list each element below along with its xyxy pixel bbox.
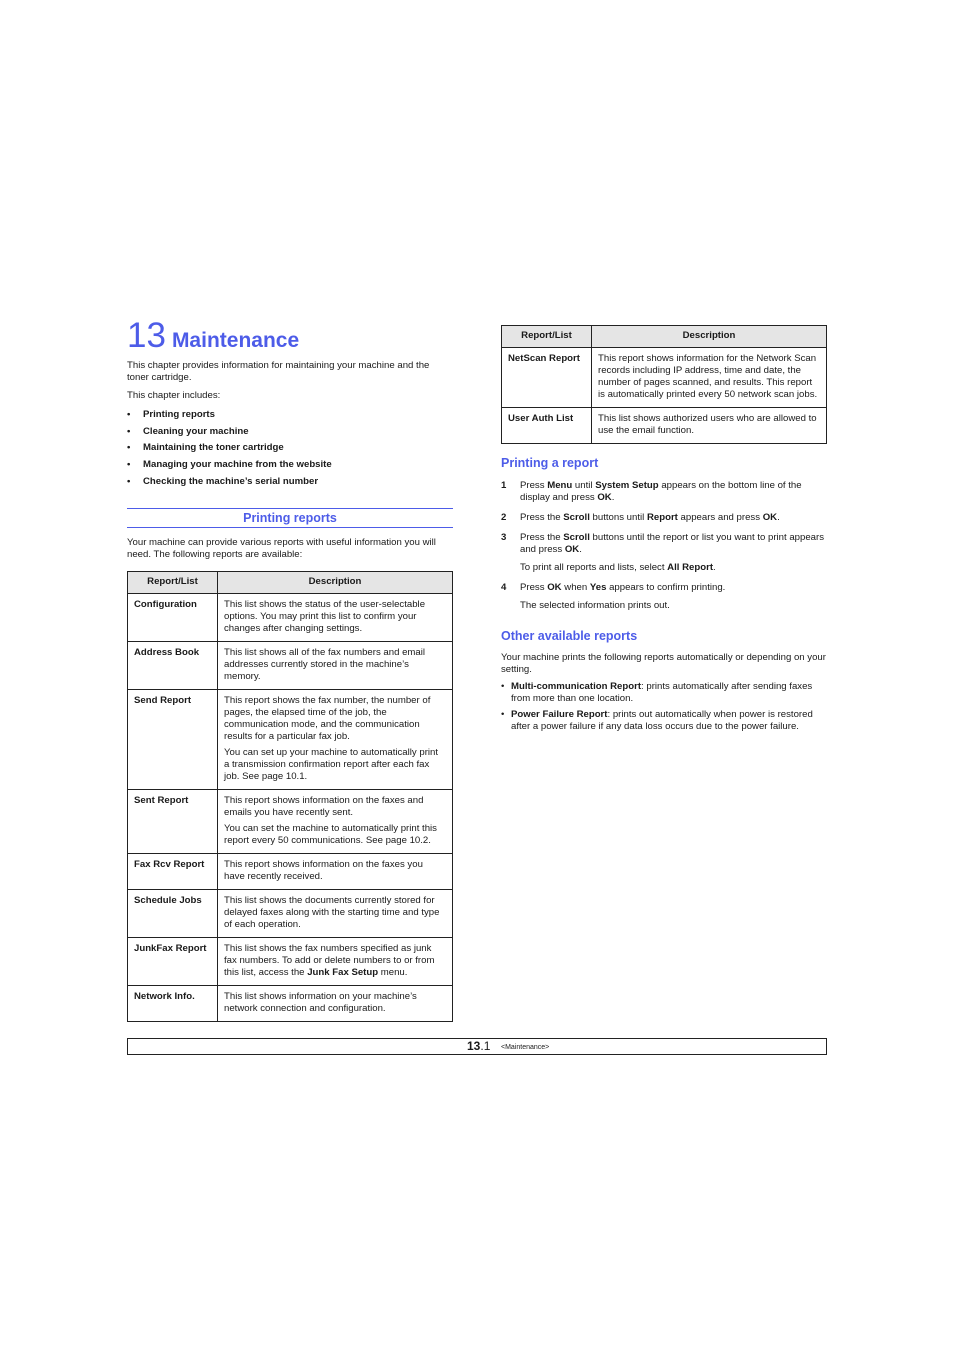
printing-a-report-heading: Printing a report <box>501 456 599 470</box>
report-description <box>592 348 827 408</box>
column-header-description: Description <box>218 572 453 594</box>
report-description <box>218 986 453 1022</box>
report-description <box>218 790 453 854</box>
column-header-report: Report/List <box>128 572 218 594</box>
step-number: 1 <box>501 480 507 491</box>
step-number: 2 <box>501 512 507 523</box>
table-row <box>502 348 827 408</box>
printing-reports-intro: Your machine can provide various reports with useful information you will need. The following reports are available: <box>127 537 436 561</box>
text-part: buttons until the report or list you want to print appears and press <box>520 532 824 555</box>
text-part: appears to confirm printing. <box>606 582 726 593</box>
list-item <box>501 709 827 733</box>
right-column <box>501 325 827 737</box>
description-text: This list shows information on your machine’s network connection and configuration. <box>224 991 417 1015</box>
report-name: Network Info. <box>128 986 218 1022</box>
description-text: You can set up your machine to automatically print a transmission confirmation report after each fax job. See page 10.1. <box>224 747 439 783</box>
chapter-number: 13 <box>127 316 166 355</box>
chapter-contents-list <box>127 407 453 490</box>
text-part: appears and press <box>677 512 763 523</box>
scroll-button-label: Scroll <box>563 512 590 523</box>
yes-option-label: Yes <box>589 582 607 593</box>
text-part: . <box>579 544 582 555</box>
description-text: This list shows all of the fax numbers and email addresses currently stored in the machine’s memory. <box>224 647 426 683</box>
report-description <box>218 890 453 938</box>
step-3 <box>501 532 827 574</box>
step-2 <box>501 512 827 524</box>
report-term-text: : prints out automatically when power is restored after a power failure if any data loss occurs due to the power failure. <box>511 709 813 732</box>
menu-name-junk-fax-setup: Junk Fax Setup <box>307 967 379 979</box>
text-part: . <box>777 512 780 523</box>
chapter-intro: This chapter provides information for maintaining your machine and the toner cartridge. <box>127 360 430 383</box>
description-text <box>224 943 446 979</box>
page-chapter-number: 13 <box>467 1039 481 1053</box>
toc-item: • Checking the machine’s serial number <box>127 474 453 491</box>
column-header-report: Report/List <box>502 326 592 348</box>
description-text-part: This list shows the fax numbers specified as junk fax numbers. To add or delete numbers to or from this list, access the <box>224 943 435 979</box>
step-note: The selected information prints out. <box>520 600 670 611</box>
table-row <box>128 986 453 1022</box>
menu-item-label: Report <box>646 512 678 523</box>
steps-list <box>501 480 827 612</box>
step-number: 4 <box>501 582 507 593</box>
text-part: . <box>611 492 615 503</box>
text-part: when <box>561 582 590 593</box>
table-header-row <box>502 326 827 348</box>
report-term-text: : prints automatically after sending faxes from more than one location. <box>511 681 813 704</box>
report-description <box>218 642 453 690</box>
text-part: Press the <box>520 512 564 523</box>
page-number <box>467 1040 490 1053</box>
reports-table-continued <box>501 325 827 444</box>
description-text: This report shows information on the faxes you have recently received. <box>224 859 423 883</box>
step-text <box>520 480 827 504</box>
report-term: Power Failure Report <box>511 709 608 720</box>
chapter-name: Maintenance <box>171 329 300 352</box>
includes-label: This chapter includes: <box>127 390 221 401</box>
table-row <box>502 408 827 444</box>
other-reports-heading: Other available reports <box>501 629 638 643</box>
report-name: Schedule Jobs <box>128 890 218 938</box>
left-column <box>127 318 453 1022</box>
table-row <box>128 690 453 790</box>
report-name: Configuration <box>128 594 218 642</box>
text-part: buttons until <box>589 512 647 523</box>
menu-item-label: All Report <box>667 562 714 573</box>
report-description <box>218 854 453 890</box>
text-part: Press <box>520 480 548 491</box>
text-part: To print all reports and lists, select <box>520 562 668 573</box>
menu-item-label: System Setup <box>595 480 659 491</box>
step-number: 3 <box>501 532 507 543</box>
text-part: Press the <box>520 532 564 543</box>
table-row <box>128 938 453 986</box>
page-footer <box>127 1038 827 1055</box>
description-text: This list shows authorized users who are allowed to use the email function. <box>598 413 817 436</box>
list-item <box>501 681 827 705</box>
toc-item: • Managing your machine from the website <box>127 457 453 474</box>
description-text: This list shows the documents currently stored for delayed faxes along with the starting time and type of each operation. <box>224 895 440 931</box>
report-name: Send Report <box>128 690 218 790</box>
ok-button-label: OK <box>547 582 562 593</box>
report-description <box>218 594 453 642</box>
table-row <box>128 594 453 642</box>
report-name: JunkFax Report <box>128 938 218 986</box>
step-text <box>520 582 827 594</box>
step-text <box>520 532 827 556</box>
footer-chapter-label: <Maintenance> <box>501 1044 550 1051</box>
other-reports-list <box>501 681 827 733</box>
printing-reports-heading: Printing reports <box>127 508 453 528</box>
text-part: Press <box>520 582 548 593</box>
step-4 <box>501 582 827 612</box>
text-part: until <box>572 480 596 491</box>
description-text: This list shows the status of the user-selectable options. You may print this list to confirm your changes after changing settings. <box>224 599 426 635</box>
table-row <box>128 890 453 938</box>
text-part: appears on the bottom line of the display and press <box>520 480 802 503</box>
report-name: User Auth List <box>502 408 592 444</box>
ok-button-label: OK <box>564 544 580 555</box>
table-row <box>128 790 453 854</box>
report-name: Fax Rcv Report <box>128 854 218 890</box>
toc-item: • Printing reports <box>127 407 453 424</box>
page-suffix: .1 <box>480 1039 491 1053</box>
report-term: Multi-communication Report <box>511 681 642 692</box>
report-description <box>218 938 453 986</box>
report-name: NetScan Report <box>502 348 592 408</box>
toc-item: • Cleaning your machine <box>127 424 453 441</box>
text-part: . <box>713 562 716 573</box>
report-name: Sent Report <box>128 790 218 854</box>
description-text: This report shows the fax number, the number of pages, the elapsed time of the job, the communication mode, and the communication results for a particular fax job. <box>224 695 431 743</box>
chapter-title <box>127 318 453 354</box>
scroll-button-label: Scroll <box>563 532 590 543</box>
description-text: This report shows information on the faxes and emails you have recently sent. <box>224 795 424 819</box>
ok-button-label: OK <box>597 492 612 503</box>
description-text: This report shows information for the Network Scan records including IP address, time and date, the number of pages scanned, and results. This report is automatically printed every 50 network scan jobs. <box>598 353 818 400</box>
description-text-part: menu. <box>378 967 408 979</box>
step-1 <box>501 480 827 504</box>
other-reports-intro: Your machine prints the following reports automatically or depending on your setting. <box>501 652 826 675</box>
menu-button-label: Menu <box>547 480 573 491</box>
table-header-row <box>128 572 453 594</box>
table-row <box>128 854 453 890</box>
step-text <box>520 512 827 524</box>
table-row <box>128 642 453 690</box>
description-text: You can set the machine to automatically print this report every 50 communications. See page 10.2. <box>224 823 437 847</box>
report-name: Address Book <box>128 642 218 690</box>
toc-item: • Maintaining the toner cartridge <box>127 440 453 457</box>
reports-table <box>127 571 453 1022</box>
report-description <box>218 690 453 790</box>
column-header-description: Description <box>592 326 827 348</box>
ok-button-label: OK <box>762 512 778 523</box>
step-note <box>520 562 827 574</box>
report-description <box>592 408 827 444</box>
